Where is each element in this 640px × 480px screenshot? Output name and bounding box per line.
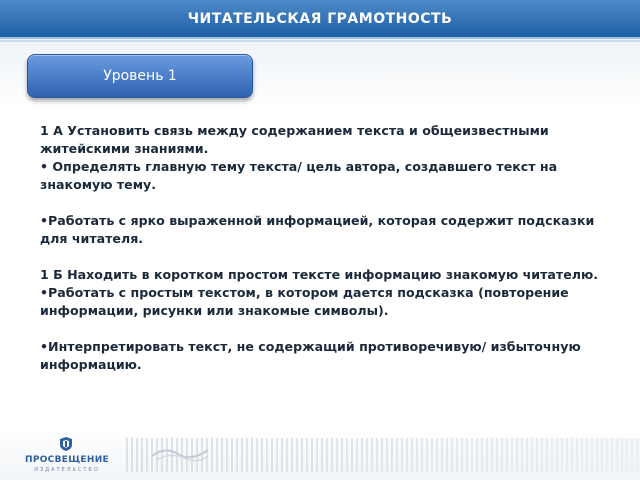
content-line: 1 А Установить связь между содержанием текста и общеизвестными житейскими знаниями. — [40, 123, 549, 156]
spacer — [40, 320, 612, 338]
logo-subtitle: ИЗДАТЕЛЬСТВО — [34, 467, 100, 473]
publisher-logo — [10, 434, 120, 478]
header-divider — [0, 40, 640, 42]
logo-name: ПРОСВЕЩЕНИЕ — [25, 455, 109, 465]
content-line: •Работать с ярко выраженной информацией, которая содержит подсказки для читателя. — [40, 213, 595, 246]
header-bar — [0, 0, 640, 39]
content-line: 1 Б Находить в коротком простом тексте информацию знакомую читателю. — [40, 267, 598, 282]
content-line: • Определять главную тему текста/ цель автора, создавшего текст на знакомую тему. — [40, 159, 558, 192]
level-1-button[interactable]: Уровень 1 — [27, 54, 253, 98]
spacer — [40, 248, 612, 266]
spacer — [40, 194, 612, 212]
content-body — [40, 122, 612, 374]
content-line: •Интерпретировать текст, не содержащий противоречивую/ избыточную информацию. — [40, 339, 581, 372]
wave-decoration-icon — [150, 442, 210, 462]
content-line: •Работать с простым текстом, в котором дается подсказка (повторение информации, рисунки или знакомые символы). — [40, 285, 569, 318]
prosveshchenie-emblem-icon — [58, 436, 74, 452]
footer — [0, 432, 640, 480]
page-title: ЧИТАТЕЛЬСКАЯ ГРАМОТНОСТЬ — [187, 10, 453, 27]
